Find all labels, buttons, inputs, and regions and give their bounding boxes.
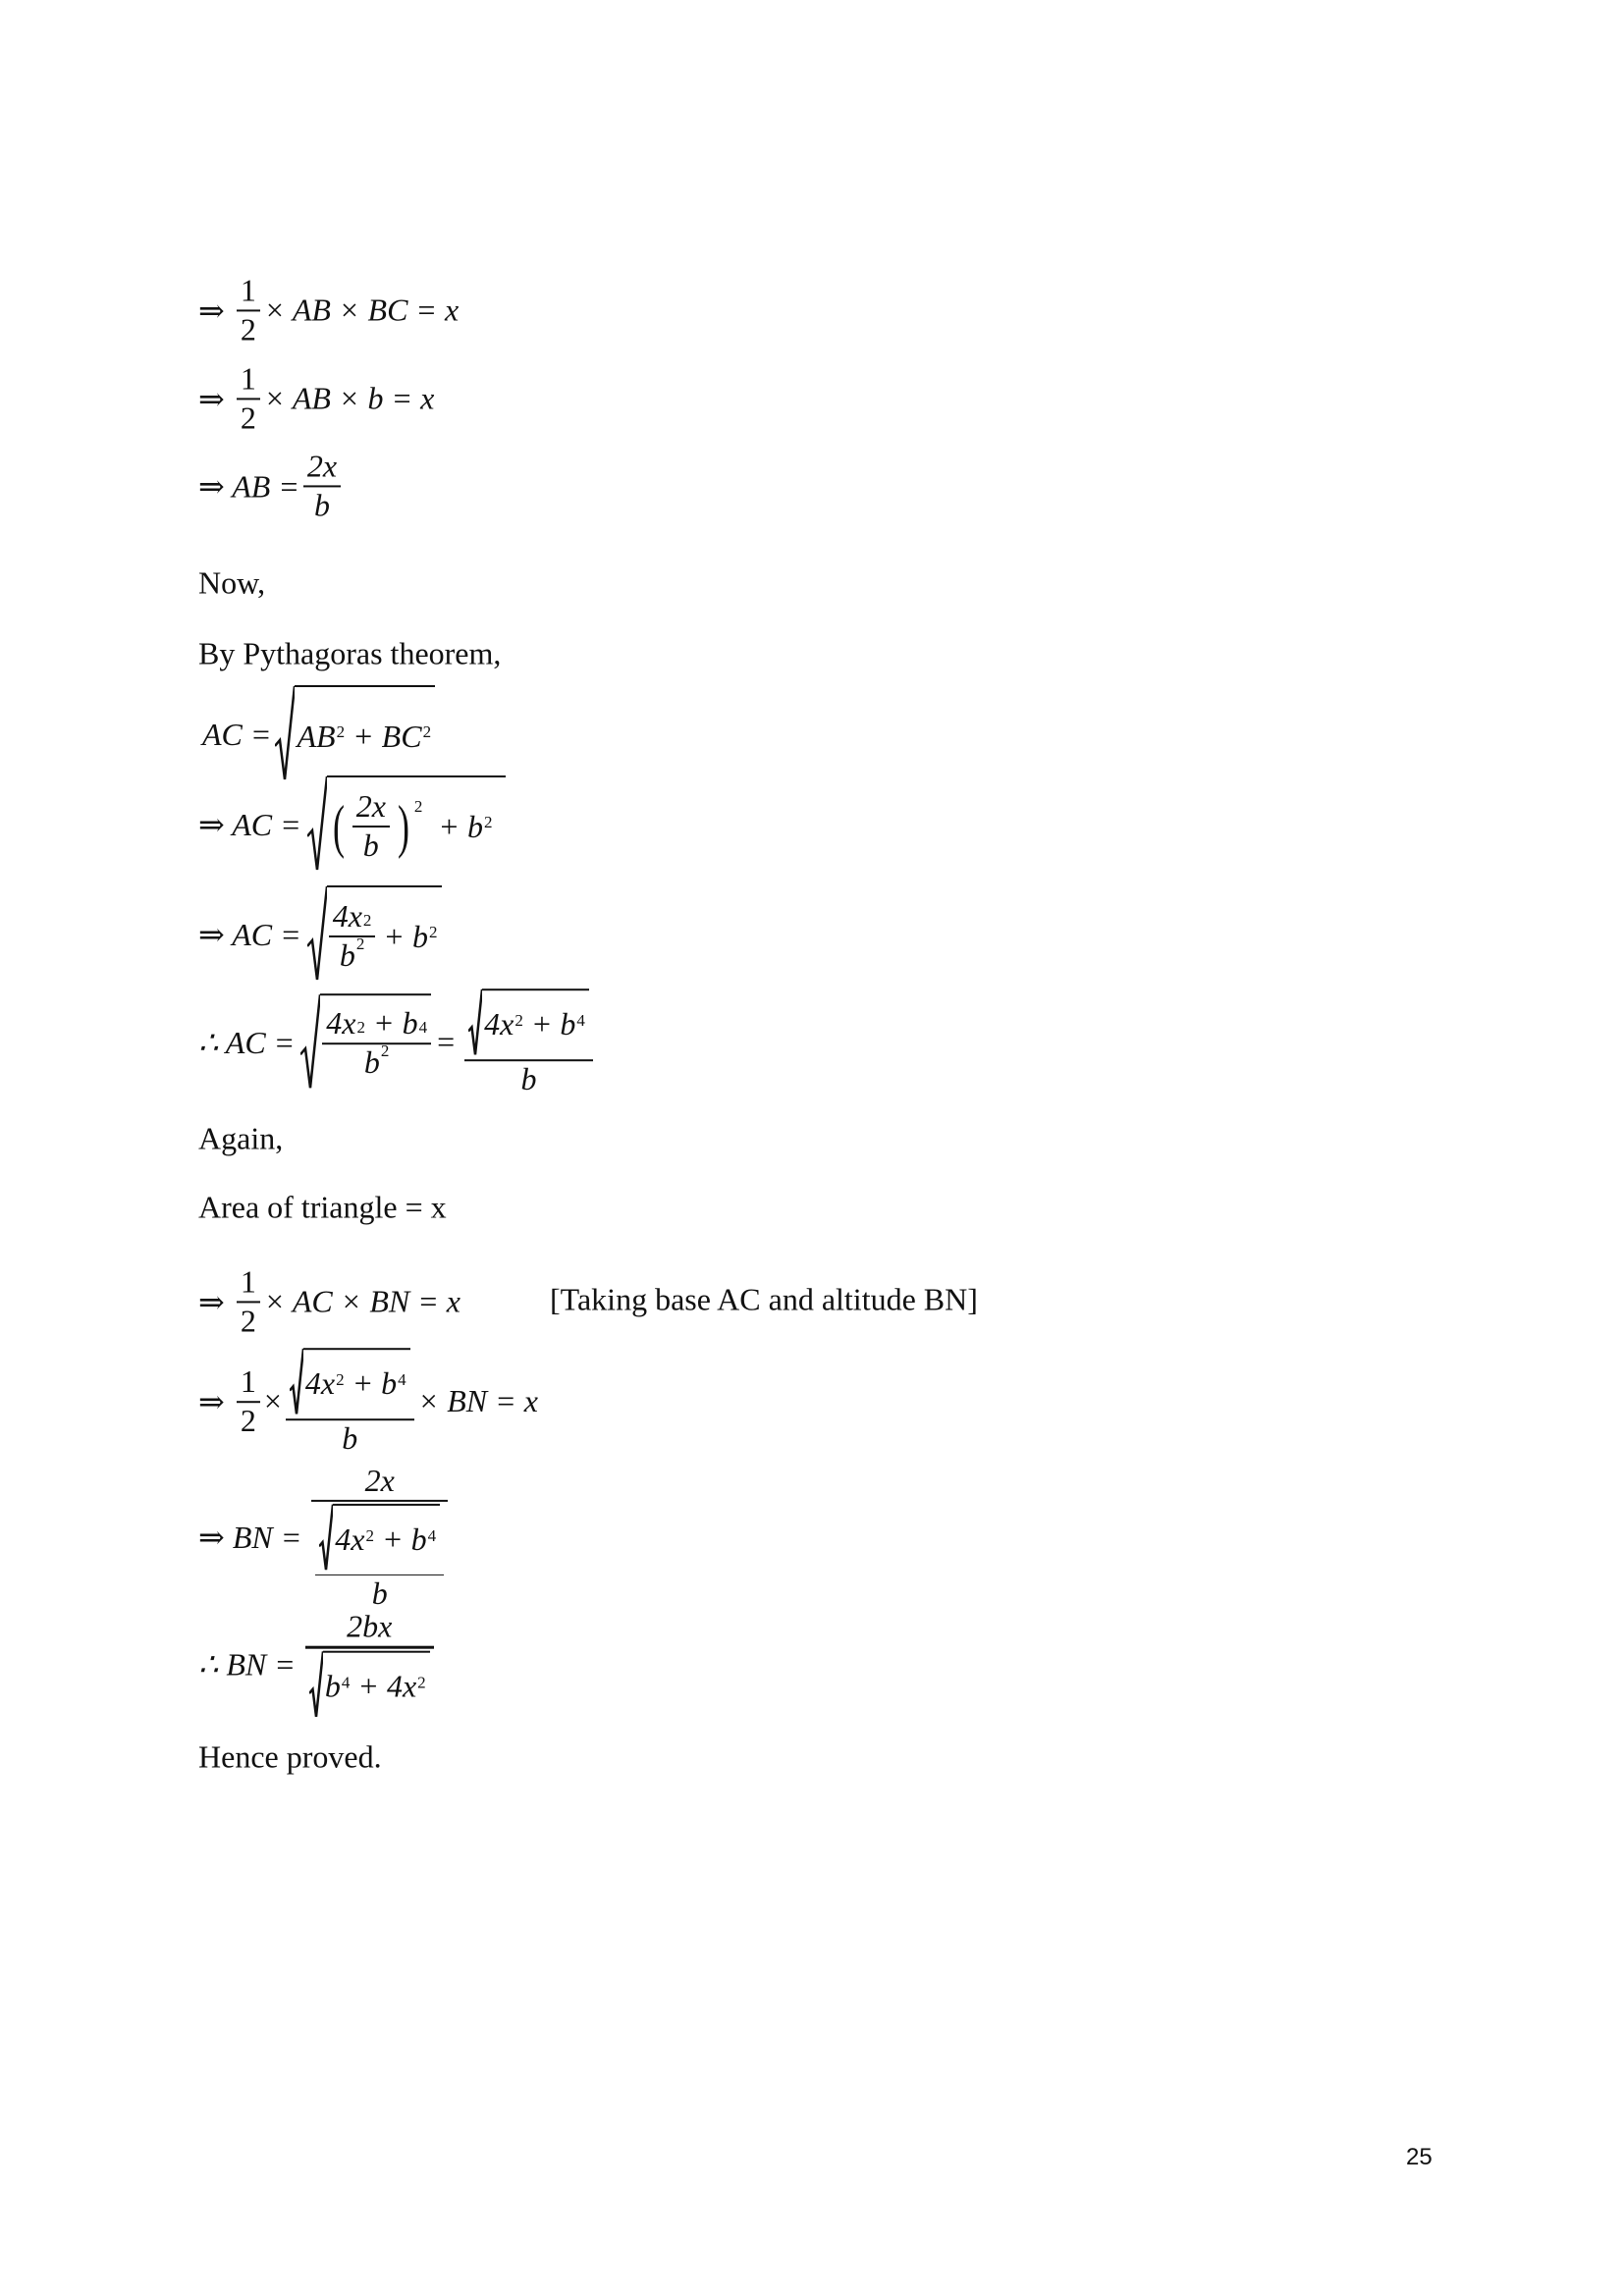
denominator: [322, 1042, 431, 1080]
exponent: 2: [336, 1370, 345, 1390]
radical-sign-icon: [468, 988, 482, 1057]
square-root: [300, 993, 431, 1092]
right-paren: ): [397, 794, 409, 859]
square-root: [309, 1650, 430, 1719]
numerator: [286, 1348, 414, 1418]
implies-symbol: ⇒: [198, 1284, 225, 1319]
implies-symbol: ⇒: [198, 293, 225, 328]
fraction: [464, 988, 593, 1096]
expression: ∴ BN =: [198, 1647, 296, 1682]
fraction: [305, 1608, 434, 1720]
radical-sign-icon: [309, 1650, 323, 1719]
fraction: [237, 362, 260, 434]
text-hence-proved: Hence proved.: [198, 1738, 382, 1775]
term: + b: [372, 1005, 418, 1041]
expression: AC =: [202, 716, 272, 752]
term: b: [363, 1044, 380, 1080]
numerator: [322, 1007, 431, 1042]
numerator: 1: [240, 272, 256, 308]
equation-line-8: [198, 1265, 460, 1337]
radical-sign-icon: [300, 993, 320, 1092]
term: + 4x: [357, 1668, 417, 1704]
text-pythagoras: By Pythagoras theorem,: [198, 635, 502, 671]
square-root: [319, 1504, 440, 1573]
exponent: 2: [413, 797, 423, 816]
denominator: 2: [237, 1301, 260, 1338]
exponent: 2: [380, 1041, 390, 1060]
fraction: [329, 900, 376, 972]
exponent: 4: [398, 1370, 406, 1390]
numerator: 2bx: [347, 1608, 393, 1644]
equation-line-3: [198, 450, 345, 521]
term: + b: [352, 1365, 398, 1402]
exponent: 2: [365, 1525, 374, 1545]
exponent: 2: [362, 911, 372, 931]
exponent: 2: [356, 1018, 365, 1038]
exponent: 2: [336, 722, 346, 741]
square-root: [275, 685, 435, 783]
text-now: Now,: [198, 564, 266, 601]
exponent: 2: [514, 1011, 523, 1031]
expression: × BN = x: [417, 1383, 538, 1419]
exponent: 4: [418, 1018, 428, 1038]
exponent: 4: [576, 1011, 585, 1031]
radical-sign-icon: [307, 885, 327, 984]
radical-sign-icon: [275, 685, 295, 783]
expression: ⇒ BN =: [198, 1520, 302, 1555]
term: b: [324, 1668, 341, 1704]
expression: ⇒ AB =: [198, 468, 299, 504]
square-root: [290, 1348, 410, 1416]
numerator: [315, 1504, 444, 1575]
exponent: 2: [355, 934, 365, 953]
term: 4x: [335, 1521, 365, 1557]
term: 4x: [332, 898, 362, 934]
fraction: [322, 1007, 431, 1079]
exponent: 2: [417, 1673, 426, 1692]
term: + b: [383, 918, 429, 954]
equation-line-1: [198, 274, 459, 346]
exponent: 4: [427, 1525, 437, 1545]
equation-line-6: [198, 885, 442, 984]
expression: ∴ AC =: [198, 1025, 296, 1060]
exponent: 2: [429, 923, 438, 941]
term: + b: [382, 1521, 427, 1557]
equation-line-7: [198, 988, 597, 1096]
denominator: [305, 1645, 434, 1719]
times-sign: ×: [263, 1383, 282, 1419]
denominator: b: [286, 1418, 414, 1456]
exponent: 4: [341, 1673, 351, 1692]
text-again: Again,: [198, 1120, 284, 1156]
equation-line-4: [202, 685, 435, 783]
note-taking-base: [Taking base AC and altitude BN]: [550, 1281, 978, 1317]
exponent: 2: [422, 722, 432, 741]
denominator: [329, 935, 376, 973]
expression: ⇒ AC =: [198, 807, 301, 842]
term: 4x: [304, 1365, 336, 1402]
expression: × AB × b = x: [263, 380, 435, 416]
square-root: [307, 885, 442, 984]
denominator: 2: [237, 1401, 260, 1438]
fraction: [315, 1504, 444, 1611]
term: + b: [530, 1006, 576, 1042]
expression: × AC × BN = x: [263, 1283, 460, 1319]
exponent: 2: [483, 813, 493, 831]
fraction: [237, 1365, 260, 1437]
equation-line-9: [198, 1348, 538, 1456]
numerator: 1: [240, 1363, 256, 1400]
numerator: 1: [240, 360, 256, 397]
term: 4x: [326, 1005, 356, 1041]
square-root: [307, 775, 507, 874]
numerator: 1: [240, 1263, 256, 1300]
numerator: [329, 900, 376, 935]
numerator: 2x: [364, 1462, 395, 1498]
equation-line-5: [198, 775, 506, 874]
term: + b: [438, 808, 483, 844]
expression: ⇒ AC =: [198, 917, 301, 952]
equation-line-2: [198, 362, 434, 434]
term: b: [339, 937, 355, 973]
fraction: [352, 790, 390, 862]
denominator: b: [303, 485, 341, 522]
square-root: [468, 988, 589, 1057]
numerator: 2x: [355, 788, 386, 825]
equation-line-11: [198, 1608, 438, 1720]
implies-symbol: ⇒: [198, 1384, 225, 1419]
page-number: 25: [1406, 2144, 1433, 2170]
numerator: 2x: [306, 448, 338, 484]
text-area-of-triangle: Area of triangle = x: [198, 1189, 447, 1225]
fraction: [237, 1265, 260, 1337]
term: AB: [297, 718, 336, 754]
fraction: [286, 1348, 414, 1456]
left-paren: (: [332, 794, 345, 859]
fraction: [303, 450, 341, 521]
expression: × AB × BC = x: [263, 292, 460, 328]
denominator: b: [352, 826, 390, 863]
denominator: b: [315, 1575, 444, 1611]
equation-line-10: [198, 1462, 452, 1611]
numerator: [464, 988, 593, 1059]
term: + BC: [352, 718, 422, 754]
radical-sign-icon: [319, 1504, 333, 1573]
denominator: 2: [237, 398, 260, 435]
implies-symbol: ⇒: [198, 381, 225, 416]
denominator: 2: [237, 309, 260, 347]
denominator: b: [464, 1059, 593, 1096]
denominator: [311, 1500, 448, 1611]
equals-sign: =: [437, 1024, 456, 1060]
fraction: [237, 274, 260, 346]
radical-sign-icon: [307, 775, 327, 874]
radical-sign-icon: [290, 1348, 303, 1416]
term: 4x: [484, 1006, 514, 1042]
fraction: [311, 1462, 448, 1611]
